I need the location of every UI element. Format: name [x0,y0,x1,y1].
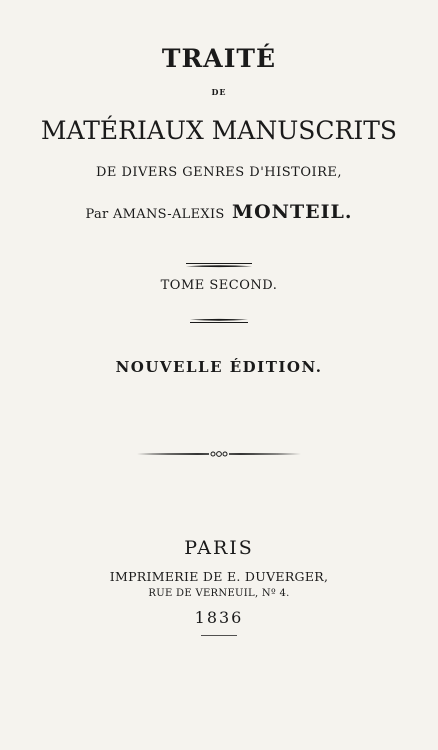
imprint-address: RUE DE VERNEUIL, Nº 4. [148,588,290,599]
short-divider-bottom [0,318,438,324]
ornament-rule-icon [135,450,303,458]
double-rule-icon [184,262,254,268]
author-name: MONTEIL. [232,201,353,223]
author-prefix: Par AMANS-ALEXIS [85,207,225,222]
short-divider-top [0,262,438,268]
year-underline [0,634,438,637]
edition-label: NOUVELLE ÉDITION. [115,358,323,376]
imprint-city: PARIS [184,537,254,559]
book-subject: DE DIVERS GENRES D'HISTOIRE, [95,165,343,180]
volume-label: TOME SECOND. [160,278,278,293]
book-subtitle: MATÉRIAUX MANUSCRITS [40,116,398,145]
thin-rule-icon [199,634,239,637]
title-connector: DE [211,87,227,97]
ornamental-divider [0,450,438,458]
book-title: TRAITÉ [161,44,277,73]
author-line [0,201,438,223]
imprint-year: 1836 [194,608,244,627]
double-rule-icon [188,318,250,324]
imprint-printer: IMPRIMERIE DE E. DUVERGER, [109,569,329,584]
